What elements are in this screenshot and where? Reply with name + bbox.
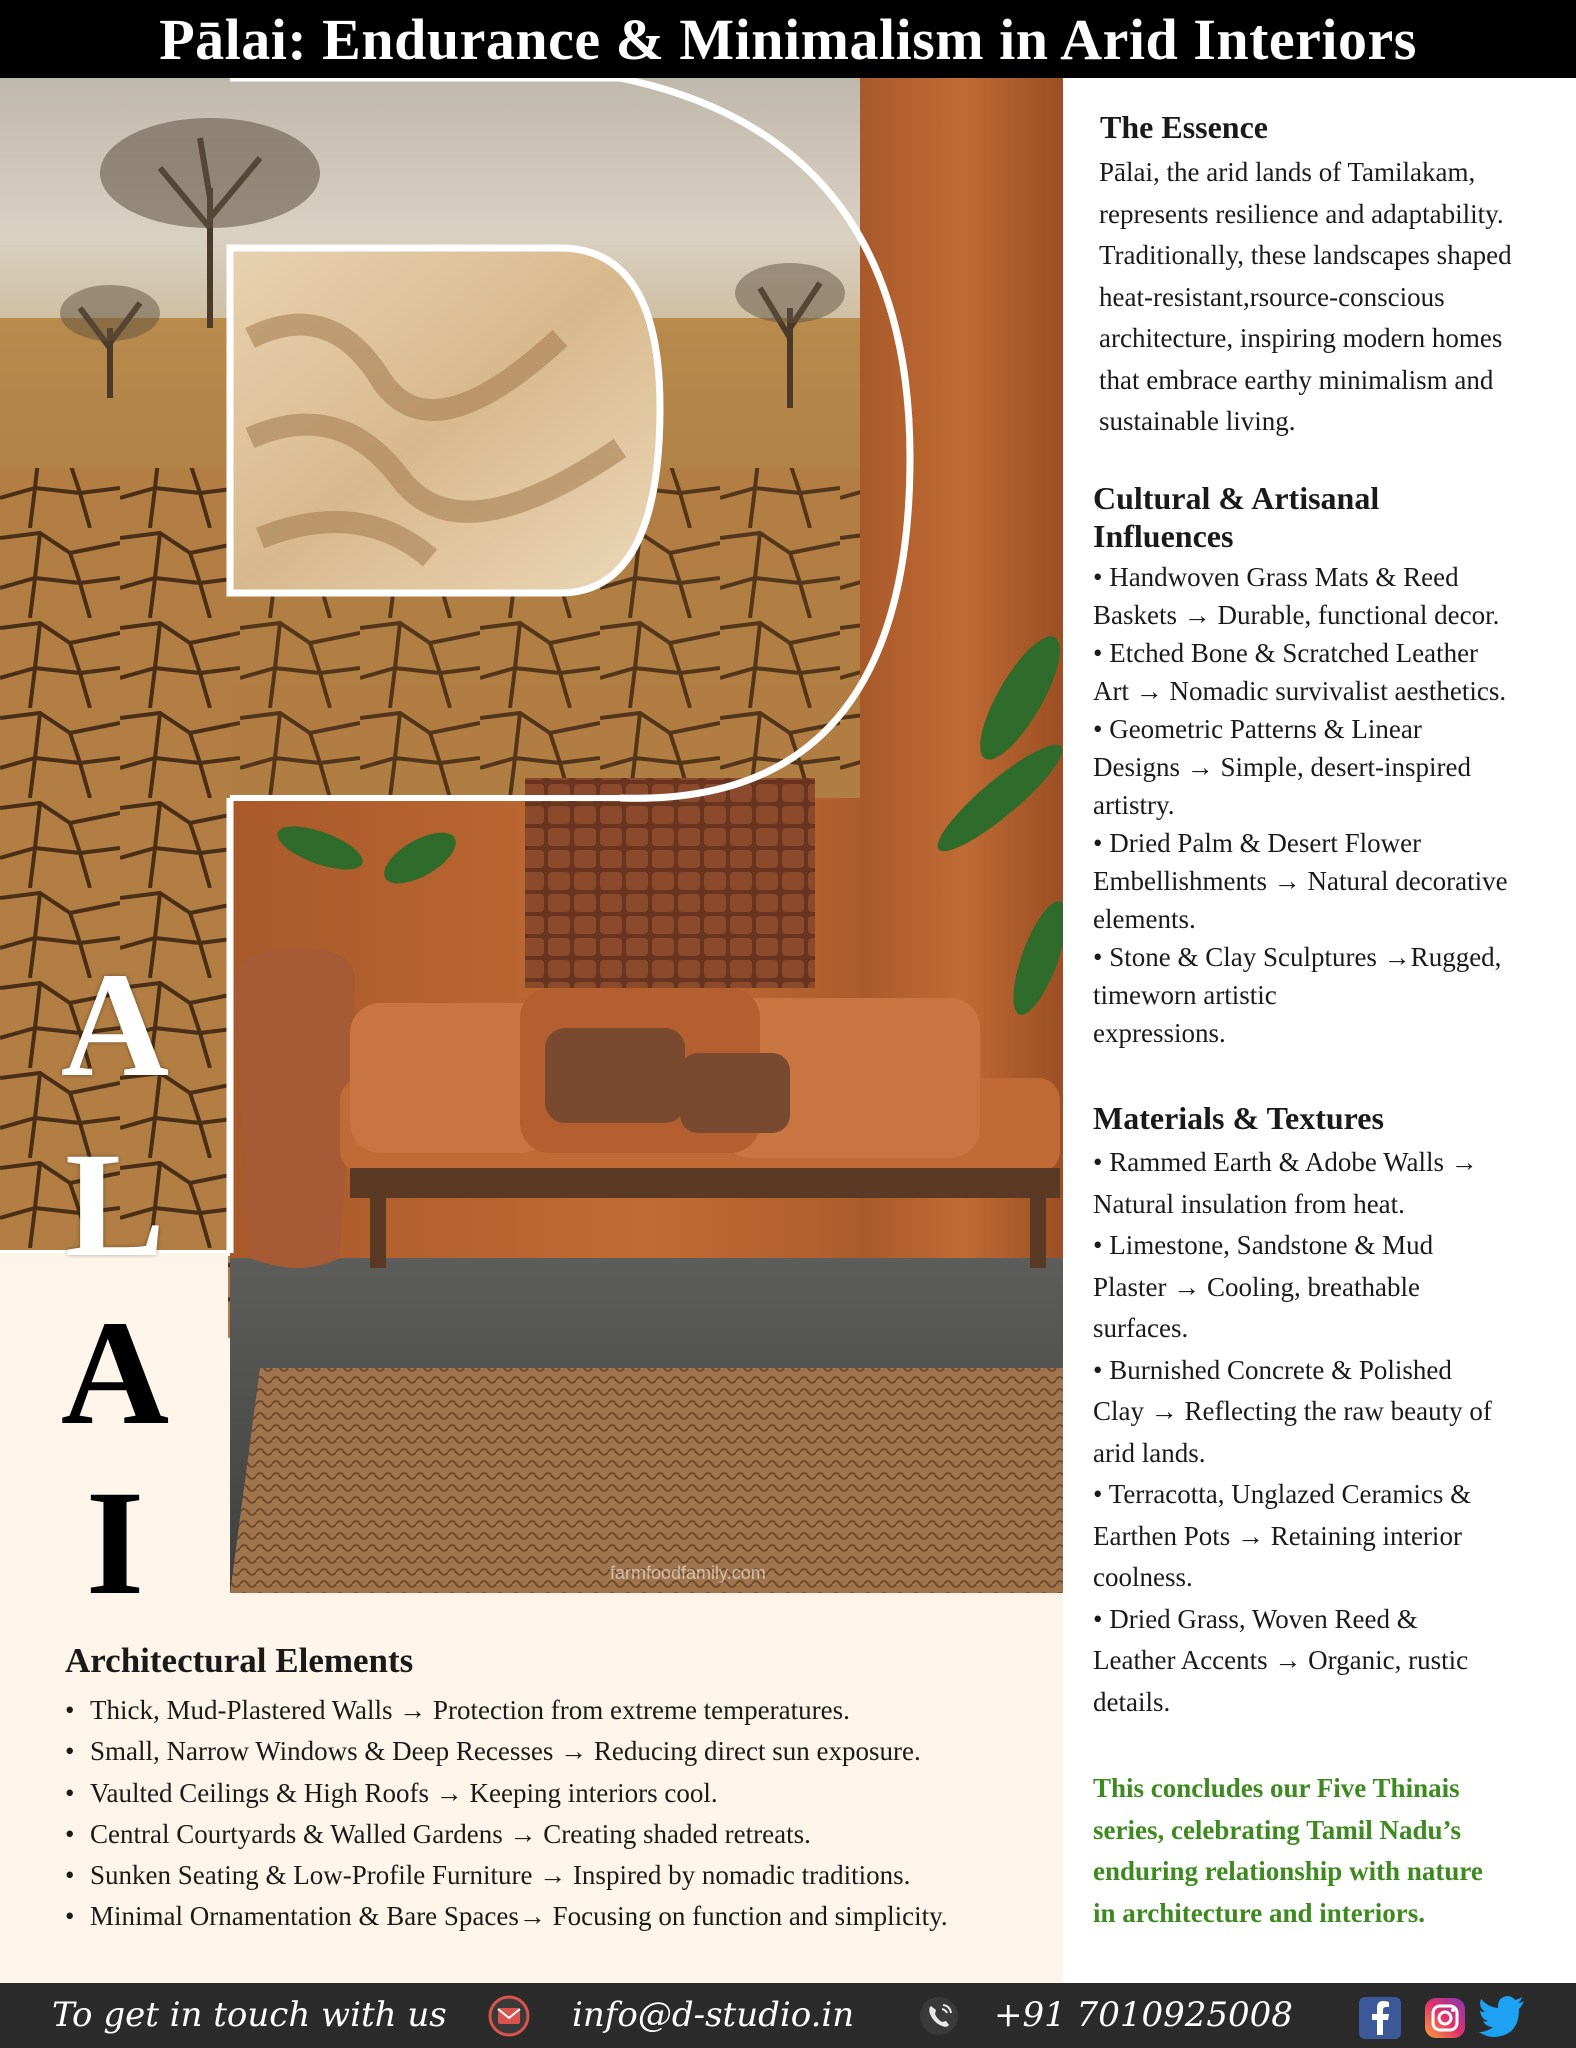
- essence-line: architecture, inspiring modern homes: [1099, 323, 1503, 353]
- list-item: • Central Courtyards & Walled Gardens → Creating shaded retreats.: [65, 1818, 811, 1849]
- cultural-title-line: Influences: [1093, 518, 1234, 554]
- list-item: coolness.: [1093, 1562, 1193, 1592]
- conclusion-line: series, celebrating Tamil Nadu’s: [1093, 1814, 1461, 1845]
- list-item: timeworn artistic: [1093, 980, 1277, 1010]
- essence-title: The Essence: [1100, 109, 1268, 145]
- list-item: • Burnished Concrete & Polished: [1093, 1354, 1452, 1385]
- title-bar: [0, 0, 1576, 78]
- hero-letter-a2: A: [60, 1290, 170, 1456]
- cultural-title-line: Cultural & Artisanal: [1093, 480, 1380, 516]
- list-item: • Etched Bone & Scratched Leather: [1093, 638, 1479, 668]
- essence-text: [1099, 152, 1569, 443]
- list-item: • Dried Palm & Desert Flower: [1093, 828, 1422, 858]
- hero-letter-a: A: [60, 942, 170, 1108]
- list-item: Embellishments → Natural decorative: [1093, 866, 1508, 896]
- list-item: • Vaulted Ceilings & High Roofs → Keeping interiors cool.: [65, 1777, 718, 1808]
- architectural-elements: [65, 1640, 1055, 1938]
- materials-title: Materials & Textures: [1093, 1100, 1384, 1136]
- list-item: expressions.: [1093, 1018, 1226, 1048]
- list-item: Leather Accents → Organic, rustic: [1093, 1645, 1469, 1675]
- list-item: Designs → Simple, desert-inspired: [1093, 752, 1471, 782]
- contact-label: To get in touch with us: [52, 1995, 447, 2035]
- email-link[interactable]: info@d-studio.in: [572, 1995, 855, 2035]
- phone-link[interactable]: +91 7010925008: [994, 1995, 1293, 2035]
- page-title: Pālai: Endurance & Minimalism in Arid Interiors: [159, 6, 1417, 72]
- essence-line: sustainable living.: [1099, 406, 1296, 436]
- hero-letter-l: L: [64, 1122, 166, 1288]
- hero-artwork: [0, 78, 1063, 1593]
- conclusion-line: in architecture and interiors.: [1093, 1897, 1425, 1928]
- cultural-title: [1093, 479, 1379, 555]
- essence-line: Traditionally, these landscapes shaped: [1099, 240, 1512, 270]
- conclusion-text: [1093, 1768, 1563, 1934]
- list-item: • Limestone, Sandstone & Mud: [1093, 1230, 1434, 1260]
- list-item: • Stone & Clay Sculptures →Rugged,: [1093, 942, 1502, 972]
- list-item: • Geometric Patterns & Linear: [1093, 714, 1422, 744]
- contact-footer: [0, 1983, 1576, 2048]
- list-item: surfaces.: [1093, 1313, 1189, 1343]
- list-item: elements.: [1093, 904, 1196, 934]
- list-item: Baskets → Durable, functional decor.: [1093, 600, 1500, 630]
- phone-icon[interactable]: [918, 1995, 960, 2037]
- list-item: Plaster → Cooling, breathable: [1093, 1271, 1420, 1302]
- mail-icon[interactable]: [488, 1995, 530, 2037]
- list-item: • Rammed Earth & Adobe Walls →: [1093, 1147, 1478, 1177]
- list-item: • Thick, Mud-Plastered Walls → Protection from extreme temperatures.: [65, 1695, 850, 1725]
- image-watermark: farmfoodfamily.com: [610, 1563, 766, 1583]
- essence-line: heat-resistant,rsource-conscious: [1099, 281, 1445, 312]
- list-item: Natural insulation from heat.: [1093, 1188, 1405, 1219]
- architectural-list: [65, 1690, 1055, 1938]
- list-item: Earthen Pots → Retaining interior: [1093, 1520, 1462, 1551]
- essence-line: represents resilience and adaptability.: [1099, 198, 1504, 229]
- cultural-list: [1093, 558, 1573, 1052]
- list-item: details.: [1093, 1686, 1171, 1717]
- architectural-title: Architectural Elements: [65, 1641, 414, 1680]
- twitter-icon[interactable]: [1478, 1995, 1526, 2039]
- list-item: • Dried Grass, Woven Reed &: [1093, 1603, 1418, 1634]
- info-column: [1063, 78, 1576, 1983]
- list-item: arid lands.: [1093, 1437, 1206, 1468]
- facebook-icon[interactable]: [1357, 1995, 1403, 2041]
- list-item: • Minimal Ornamentation & Bare Spaces→ Focusing on function and simplicity.: [65, 1901, 948, 1932]
- essence-line: that embrace earthy minimalism and: [1099, 364, 1494, 395]
- instagram-icon[interactable]: [1422, 1995, 1468, 2041]
- list-item: • Sunken Seating & Low-Profile Furniture → Inspired by nomadic traditions.: [65, 1860, 911, 1891]
- list-item: • Terracotta, Unglazed Ceramics &: [1093, 1479, 1472, 1509]
- conclusion-line: enduring relationship with nature: [1093, 1856, 1483, 1886]
- list-item: artistry.: [1093, 790, 1175, 820]
- hero-letter-i: I: [85, 1460, 145, 1593]
- essence-line: Pālai, the arid lands of Tamilakam,: [1099, 157, 1476, 187]
- list-item: Clay → Reflecting the raw beauty of: [1093, 1396, 1492, 1426]
- materials-list: [1093, 1142, 1573, 1723]
- list-item: • Small, Narrow Windows & Deep Recesses → Reducing direct sun exposure.: [65, 1736, 921, 1767]
- list-item: • Handwoven Grass Mats & Reed: [1093, 562, 1459, 592]
- conclusion-line: This concludes our Five Thinais: [1093, 1773, 1460, 1803]
- list-item: Art → Nomadic survivalist aesthetics.: [1093, 676, 1507, 706]
